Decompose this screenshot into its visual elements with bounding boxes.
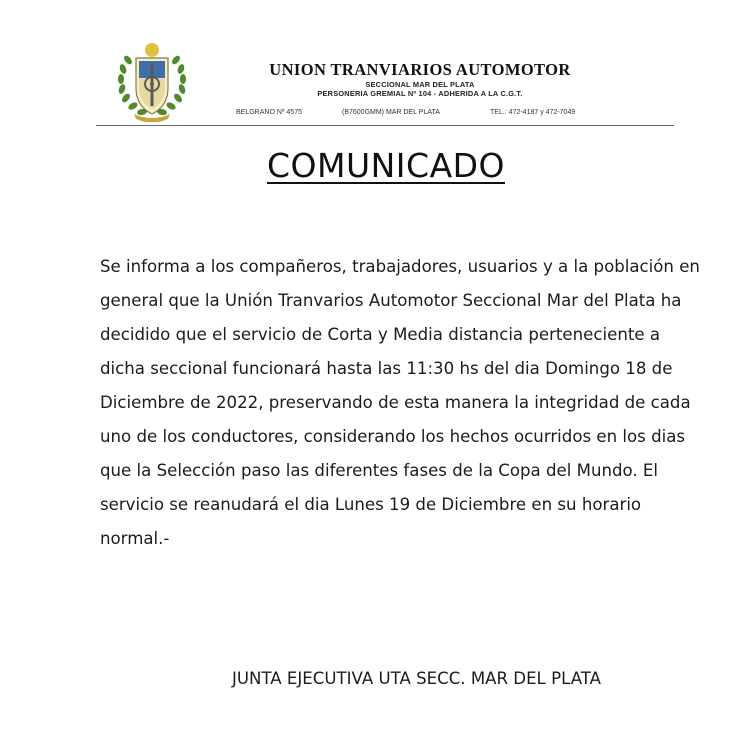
org-subtitle-personeria: PERSONERIA GREMIAL Nº 104 - ADHERIDA A LA C.G.T. [317, 89, 523, 98]
header-divider [96, 125, 674, 126]
document-body: Se informa a los compañeros, trabajadores, usuarios y a la población en general que la Unión Tranvarios Automotor Seccional Mar del Plata ha decidido que el servicio de Corta y Media distancia perteneciente a dicha seccional funcionará hasta las 11:30 hs del dia Domingo 18 de Diciembre de 2022, preservando de esta manera la integridad de cada uno de los conductores, considerando los hechos ocurridos en los dias que la Selección paso las diferentes fases de la Copa del Mundo. El servicio se reanudará el dia Lunes 19 de Diciembre en su horario normal.- [100, 257, 700, 548]
org-subtitle-seccional: SECCIONAL MAR DEL PLATA [365, 80, 475, 89]
address-street: BELGRANO Nº 4575 [236, 109, 302, 116]
address-postal: (B7600GMM) MAR DEL PLATA [342, 109, 440, 116]
address-phone: TEL.: 472-4187 y 472-7049 [490, 109, 576, 116]
org-name: UNION TRANVIARIOS AUTOMOTOR [269, 60, 571, 79]
letterhead [0, 0, 730, 135]
document-title: COMUNICADO [266, 146, 506, 185]
union-emblem-icon [112, 40, 192, 122]
signature: JUNTA EJECUTIVA UTA SECC. MAR DEL PLATA [232, 669, 601, 688]
